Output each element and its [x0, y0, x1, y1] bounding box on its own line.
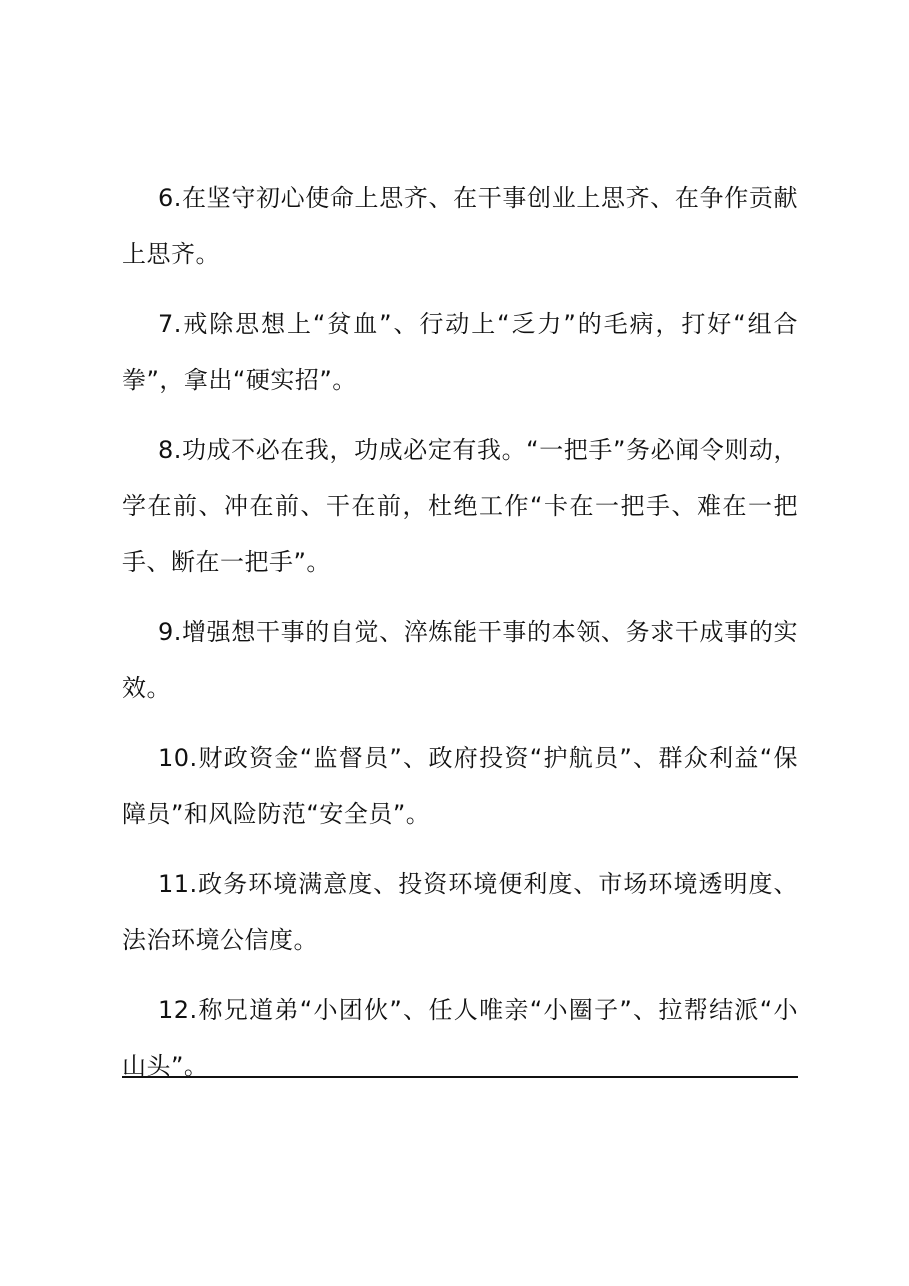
paragraph-6: 6.在坚守初心使命上思齐、在干事创业上思齐、在争作贡献上思齐。 — [122, 184, 798, 268]
paragraph-10: 10.财政资金“监督员”、政府投资“护航员”、群众利益“保障员”和风险防范“安全员”。 — [122, 744, 798, 828]
paragraph-12: 12.称兄道弟“小团伙”、任人唯亲“小圈子”、拉帮结派“小山头”。 — [122, 996, 798, 1080]
paragraph-11: 11.政务环境满意度、投资环境便利度、市场环境透明度、法治环境公信度。 — [122, 870, 798, 954]
paragraph-9: 9.增强想干事的自觉、淬炼能干事的本领、务求干成事的实效。 — [122, 618, 798, 702]
paragraph-8: 8.功成不必在我，功成必定有我。“一把手”务必闻令则动，学在前、冲在前、干在前，杜绝工作“卡在一把手、难在一把手、断在一把手”。 — [122, 436, 798, 576]
paragraph-7: 7.戒除思想上“贫血”、行动上“乏力”的毛病，打好“组合拳”，拿出“硬实招”。 — [122, 310, 798, 394]
document-body — [122, 170, 798, 1094]
bottom-divider — [122, 1076, 798, 1078]
